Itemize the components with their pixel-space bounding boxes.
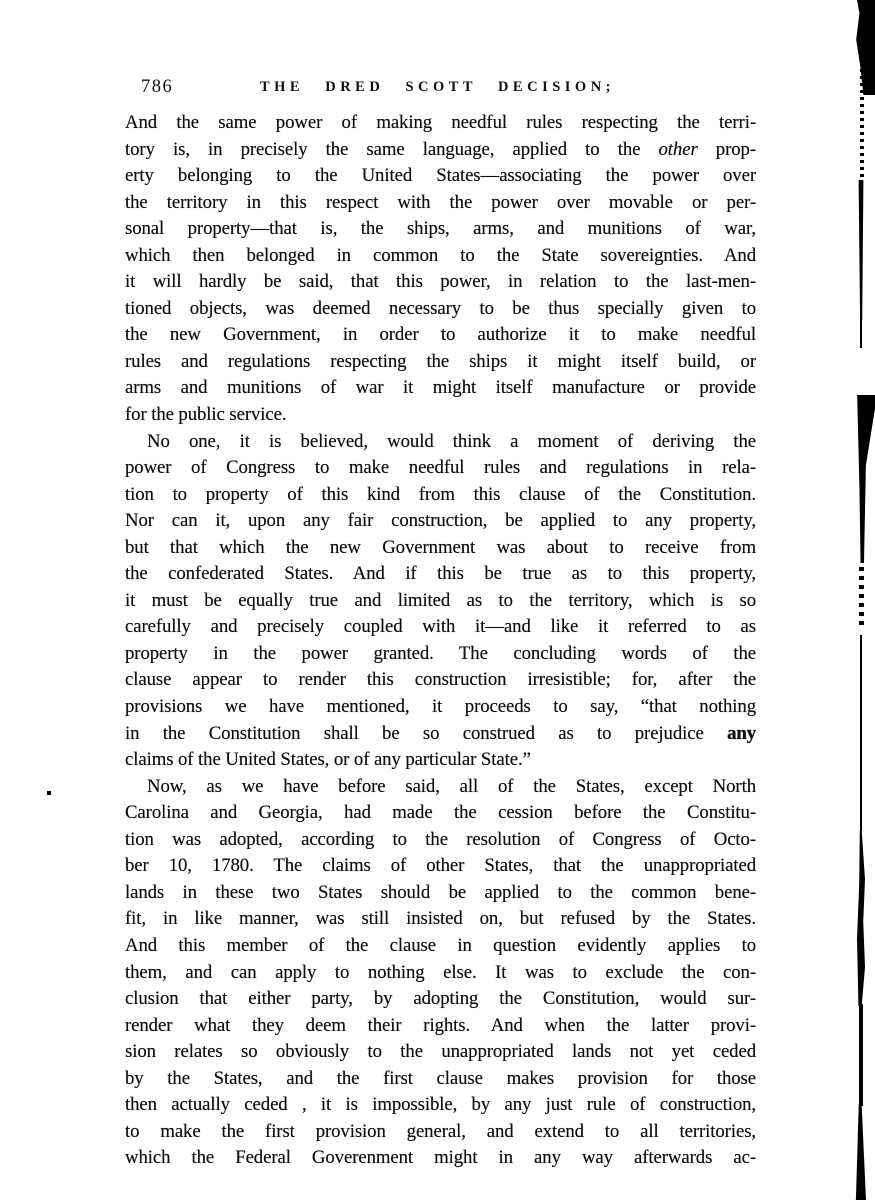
text-line: claims of the United States, or of any particular State.” [125, 749, 531, 771]
scan-artifact-thin-line-middle [860, 635, 862, 831]
text-line: Now, as we have before said, all of the States, except North [147, 775, 756, 797]
text-line: And the same power of making needful rules respecting the terri- [125, 112, 756, 133]
paragraph [125, 429, 756, 774]
text-line: render what they deem their rights. And when the latter provi- [125, 1014, 756, 1036]
scan-artifact-top-right-block [855, 0, 875, 95]
text-line: property in the power granted. The concluding words of the [125, 642, 756, 664]
text-line: power of Congress to make needful rules and regulations in rela- [125, 457, 756, 479]
text-line: ber 10, 1780. The claims of other States, that the unappropriated [125, 855, 756, 877]
text-line: by the States, and the first clause makes provision for those [125, 1067, 756, 1089]
text-line: but that which the new Government was about to receive from [125, 536, 756, 558]
text-segment: in the Constitution shall be so construed as to prejudice [125, 722, 728, 744]
text-line: clusion that either party, by adopting the Constitution, would sur- [125, 988, 756, 1010]
bold-text: any [727, 722, 756, 744]
text-line: tion to property of this kind from this clause of the Constitution. [125, 483, 756, 505]
text-line: erty belonging to the United States—associating the power over [125, 165, 756, 187]
scan-artifact-margin-speck [47, 791, 51, 795]
text-line: then actually ceded , it is impossible, by any just rule of construction, [125, 1094, 756, 1116]
text-line [125, 721, 756, 748]
text-line: it must be equally true and limited as to the territory, which is so [125, 589, 756, 611]
text-line: fit, in like manner, was still insisted on, but refused by the States. [125, 908, 756, 930]
text-line: No one, it is believed, would think a moment of deriving the [147, 430, 756, 452]
text-line: the new Government, in order to authorize it to make needful [125, 324, 756, 346]
text-line: tion was adopted, according to the resolution of Congress of Octo- [125, 828, 756, 850]
text-line: Carolina and Georgia, had made the cession before the Constitu- [125, 802, 756, 824]
scan-artifact-thin-line-lower [859, 1004, 863, 1106]
text-line: sonal property—that is, the ships, arms, and munitions of war, [125, 218, 756, 240]
text-line: them, and can apply to nothing else. It was to exclude the con- [125, 961, 756, 983]
paragraph [125, 774, 756, 1172]
italic-text: other [658, 138, 698, 160]
text-line: rules and regulations respecting the ships it might itself build, or [125, 350, 756, 372]
text-line: And this member of the clause in question evidently applies to [125, 934, 756, 956]
text-line: the confederated States. And if this be true as to this property, [125, 563, 756, 585]
text-line: arms and munitions of war it might itself manufacture or provide [125, 377, 756, 399]
text-line: Nor can it, upon any fair construction, be applied to any property, [125, 510, 756, 532]
text-segment: prop- [697, 138, 756, 160]
text-segment: tory is, in precisely the same language, applied to the [125, 138, 659, 160]
scan-artifact-wedge [856, 395, 875, 563]
scan-artifact-streak-upper [858, 180, 864, 320]
scan-artifact-streak-lower [857, 830, 865, 1006]
text-line: the territory in this respect with the power over movable or per- [125, 191, 756, 213]
text-line: to make the first provision general, and extend to all territories, [125, 1120, 756, 1142]
text-line: provisions we have mentioned, it proceeds to say, “that nothing [125, 696, 756, 718]
text-line: sion relates so obviously to the unappropriated lands not yet ceded [125, 1041, 756, 1063]
text-line: for the public service. [125, 404, 287, 426]
scan-artifact-dotted-streak [860, 62, 864, 180]
scan-artifact-stitch-marks [859, 567, 864, 627]
page-number: 786 [141, 77, 174, 97]
running-header: THE DRED SCOTT DECISION; [259, 79, 616, 95]
text-line [125, 137, 756, 164]
text-line: it will hardly be said, that this power, in relation to the last-men- [125, 271, 756, 293]
page-body-text [125, 110, 756, 1172]
text-line: which then belonged in common to the State sovereignties. And [125, 244, 756, 266]
scan-artifact-bottom-right-bar [855, 1104, 866, 1200]
text-line: which the Federal Goverenment might in any way afterwards ac- [125, 1147, 756, 1169]
text-line: clause appear to render this construction irresistible; for, after the [125, 669, 756, 691]
text-line: carefully and precisely coupled with it—and like it referred to as [125, 616, 756, 638]
paragraph [125, 110, 756, 429]
text-line: lands in these two States should be applied to the common bene- [125, 881, 756, 903]
text-line: tioned objects, was deemed necessary to be thus specially given to [125, 297, 756, 319]
scan-artifact-thin-line-upper [860, 316, 862, 348]
